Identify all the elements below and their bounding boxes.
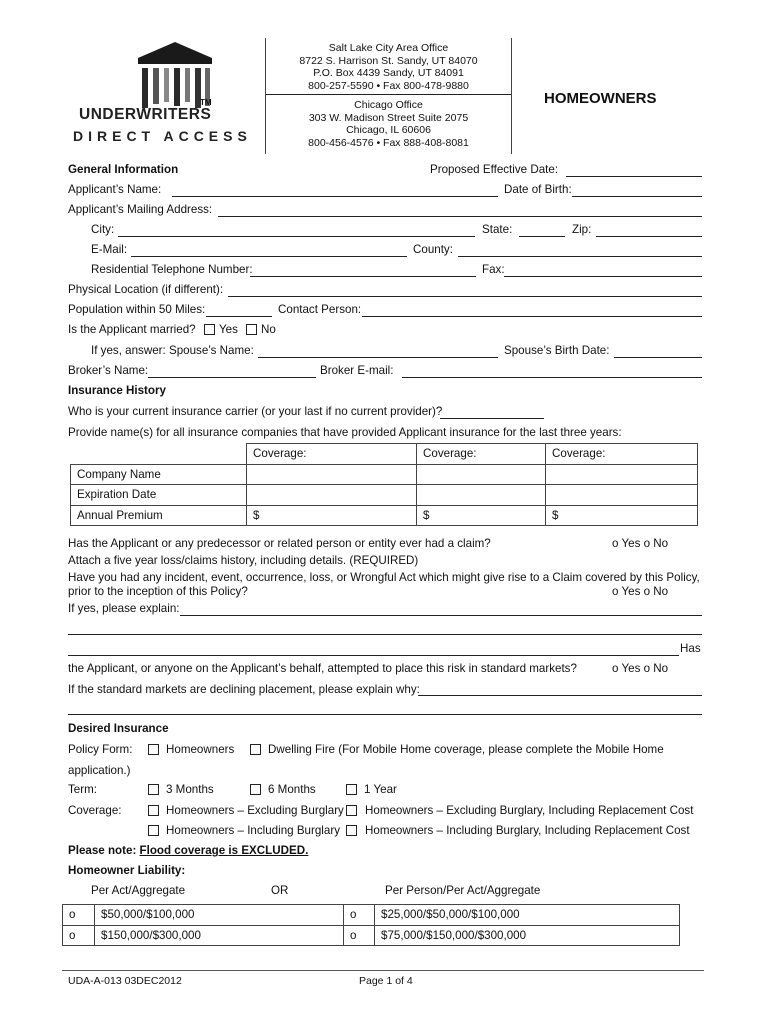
policy-form-label: Policy Form:: [68, 743, 133, 756]
limit-value-right: $25,000/$50,000/$100,000: [375, 905, 680, 926]
table-header-row: [71, 444, 698, 465]
form-id: UDA-A-013 03DEC2012: [68, 975, 182, 987]
email-field[interactable]: [131, 256, 407, 257]
term-6-months-checkbox[interactable]: [250, 784, 261, 795]
married-yes-label: Yes: [219, 323, 238, 336]
spouse-dob-label: Spouse’s Birth Date:: [504, 344, 610, 357]
married-yes-checkbox[interactable]: [204, 324, 215, 335]
chi-line: 303 W. Madison Street Suite 2075: [308, 111, 469, 124]
table-row: [63, 905, 680, 926]
broker-name-field[interactable]: [148, 377, 316, 378]
term-label: Term:: [68, 783, 97, 796]
term-1-year-checkbox[interactable]: [346, 784, 357, 795]
application-text: application.): [68, 764, 131, 777]
res-phone-field[interactable]: [250, 276, 476, 277]
zip-label: Zip:: [572, 223, 592, 236]
effective-date-label: Proposed Effective Date:: [430, 163, 559, 176]
coverage-label: Coverage:: [68, 804, 122, 817]
population-field[interactable]: [206, 316, 272, 317]
fax-field[interactable]: [504, 276, 702, 277]
note-value: Flood coverage is EXCLUDED.: [139, 844, 309, 857]
mailing-address-field[interactable]: [218, 216, 702, 217]
address-separator: [266, 94, 511, 95]
standard-markets-question: the Applicant, or anyone on the Applicant’s behalf, attempted to place this risk in standard markets?: [68, 662, 577, 675]
limit-value-left: $150,000/$300,000: [95, 925, 344, 946]
header-divider-right: [511, 38, 512, 154]
flood-note: [68, 844, 308, 857]
table-cell[interactable]: $: [546, 505, 698, 526]
table-row: [63, 925, 680, 946]
fax-label: Fax:: [482, 263, 505, 276]
married-no-checkbox[interactable]: [246, 324, 257, 335]
city-label: City:: [91, 223, 115, 236]
form-title: HOMEOWNERS: [544, 90, 657, 107]
coverage-1-label: Homeowners – Excluding Burglary: [166, 804, 344, 817]
limit-option-left[interactable]: o: [63, 925, 95, 946]
logo-line-2: DIRECT ACCESS: [73, 128, 252, 144]
res-phone-label: Residential Telephone Number:: [91, 263, 253, 276]
if-yes-explain-label: If yes, please explain:: [68, 602, 180, 615]
table-cell[interactable]: $: [247, 505, 417, 526]
trademark: TM: [200, 98, 212, 107]
coverage-3-label: Homeowners – Including Burglary: [166, 824, 340, 837]
slc-line: Salt Lake City Area Office: [328, 42, 449, 54]
per-person-label: Per Person/Per Act/Aggregate: [385, 884, 541, 897]
coverage-2-checkbox[interactable]: [346, 805, 357, 816]
table-cell[interactable]: [417, 485, 546, 506]
incident-question-1: Have you had any incident, event, occurrence, loss, or Wrongful Act which might give rise to a Claim covered by this Policy,: [68, 571, 700, 584]
married-no-label: No: [261, 323, 276, 336]
limit-option-right[interactable]: o: [344, 905, 375, 926]
limit-option-right[interactable]: o: [344, 925, 375, 946]
homeowners-checkbox[interactable]: [148, 744, 159, 755]
coverage-1-checkbox[interactable]: [148, 805, 159, 816]
term-1-year-label: 1 Year: [364, 783, 397, 796]
claim-question: Has the Applicant or any predecessor or related person or entity ever had a claim?: [68, 537, 491, 550]
insurance-history-heading: Insurance History: [68, 384, 166, 397]
provide-names-text: Provide name(s) for all insurance companies that have provided Applicant insurance for the last three years:: [68, 426, 622, 439]
page-number: Page 1 of 4: [359, 975, 413, 987]
explain-field-3[interactable]: [68, 655, 679, 656]
physical-location-field[interactable]: [228, 296, 702, 297]
term-6-months-label: 6 Months: [268, 783, 316, 796]
chi-line: Chicago Office: [354, 99, 423, 111]
table-row: [71, 485, 698, 506]
state-label: State:: [482, 223, 513, 236]
table-header-cell: Coverage:: [546, 444, 698, 465]
table-cell[interactable]: [546, 485, 698, 506]
slc-line: P.O. Box 4439 Sandy, UT 84091: [313, 67, 464, 79]
city-field[interactable]: [118, 236, 475, 237]
row-label: Expiration Date: [71, 485, 247, 506]
table-row: [71, 464, 698, 485]
table-cell[interactable]: [247, 464, 417, 485]
effective-date-field[interactable]: [566, 176, 702, 177]
limit-value-right: $75,000/$150,000/$300,000: [375, 925, 680, 946]
slc-line: 800-257-5590 • Fax 800-478-9880: [308, 79, 469, 92]
incident-question-2: prior to the inception of this Policy?: [68, 585, 248, 598]
liability-limits-table: [62, 904, 680, 946]
contact-person-label: Contact Person:: [278, 303, 362, 316]
mailing-address-label: Applicant’s Mailing Address:: [68, 203, 213, 216]
dwelling-fire-checkbox[interactable]: [250, 744, 261, 755]
building-columns-icon: [120, 40, 230, 112]
declining-label: If the standard markets are declining placement, please explain why:: [68, 683, 420, 696]
standard-markets-yes-no[interactable]: o Yes o No: [612, 662, 669, 675]
homeowners-label: Homeowners: [166, 743, 235, 756]
coverage-2-label: Homeowners – Excluding Burglary, Including Replacement Cost: [365, 804, 694, 817]
or-label: OR: [271, 884, 289, 897]
dob-field[interactable]: [572, 196, 702, 197]
per-act-label: Per Act/Aggregate: [91, 884, 186, 897]
explain-field-1[interactable]: [180, 615, 702, 616]
current-carrier-question: Who is your current insurance carrier (or your last if no current provider)?: [68, 405, 443, 418]
dwelling-fire-label: Dwelling Fire (For Mobile Home coverage, please complete the Mobile Home: [268, 743, 664, 756]
dob-label: Date of Birth:: [504, 183, 572, 196]
declining-field-2[interactable]: [68, 714, 702, 715]
spouse-dob-field[interactable]: [614, 357, 702, 358]
row-label: Company Name: [71, 464, 247, 485]
physical-location-label: Physical Location (if different):: [68, 283, 224, 296]
term-3-months-label: 3 Months: [166, 783, 214, 796]
coverage-3-checkbox[interactable]: [148, 825, 159, 836]
explain-field-2[interactable]: [68, 634, 702, 635]
email-label: E-Mail:: [91, 243, 128, 256]
slc-line: 8722 S. Harrison St. Sandy, UT 84070: [299, 54, 478, 67]
table-cell[interactable]: $: [417, 505, 546, 526]
desired-insurance-heading: Desired Insurance: [68, 722, 169, 735]
logo-line-1: UNDERWRITERS: [79, 106, 212, 123]
coverage-4-checkbox[interactable]: [346, 825, 357, 836]
broker-email-label: Broker E-mail:: [320, 364, 394, 377]
claim-yes-no[interactable]: o Yes o No: [612, 537, 669, 550]
table-row: [71, 505, 698, 526]
has-text: Has: [680, 642, 701, 655]
county-field[interactable]: [458, 256, 702, 257]
row-label: Annual Premium: [71, 505, 247, 526]
slc-office-address: [266, 42, 511, 92]
table-header-cell: Coverage:: [417, 444, 546, 465]
note-label: Please note:: [68, 844, 140, 857]
limit-value-left: $50,000/$100,000: [95, 905, 344, 926]
table-cell[interactable]: [247, 485, 417, 506]
contact-person-field[interactable]: [362, 316, 702, 317]
footer-rule: [62, 970, 704, 971]
applicant-name-label: Applicant’s Name:: [68, 183, 162, 196]
broker-name-label: Broker’s Name:: [68, 364, 149, 377]
spouse-name-field[interactable]: [258, 357, 498, 358]
incident-yes-no[interactable]: o Yes o No: [612, 585, 669, 598]
table-header-cell: Coverage:: [247, 444, 417, 465]
liability-heading: Homeowner Liability:: [68, 864, 186, 877]
term-3-months-checkbox[interactable]: [148, 784, 159, 795]
attach-requirement: Attach a five year loss/claims history, including details. (REQUIRED): [68, 554, 419, 567]
broker-email-field[interactable]: [402, 377, 702, 378]
spouse-name-label: If yes, answer: Spouse’s Name:: [91, 344, 254, 357]
limit-option-left[interactable]: o: [63, 905, 95, 926]
current-carrier-field[interactable]: [440, 418, 544, 419]
table-corner: [71, 444, 247, 465]
population-label: Population within 50 Miles:: [68, 303, 206, 316]
chi-line: 800-456-4576 • Fax 888-408-8081: [308, 136, 469, 149]
table-cell[interactable]: [546, 464, 698, 485]
coverage-4-label: Homeowners – Including Burglary, Including Replacement Cost: [365, 824, 690, 837]
applicant-name-field[interactable]: [172, 196, 498, 197]
county-label: County:: [413, 243, 453, 256]
zip-field[interactable]: [596, 236, 702, 237]
general-info-heading: General Information: [68, 163, 179, 176]
married-question: Is the Applicant married?: [68, 323, 196, 336]
table-cell[interactable]: [417, 464, 546, 485]
chicago-office-address: [266, 99, 511, 149]
insurance-history-table: [70, 443, 698, 526]
chi-line: Chicago, IL 60606: [346, 124, 431, 136]
state-field[interactable]: [519, 236, 565, 237]
declining-field-1[interactable]: [418, 695, 702, 696]
